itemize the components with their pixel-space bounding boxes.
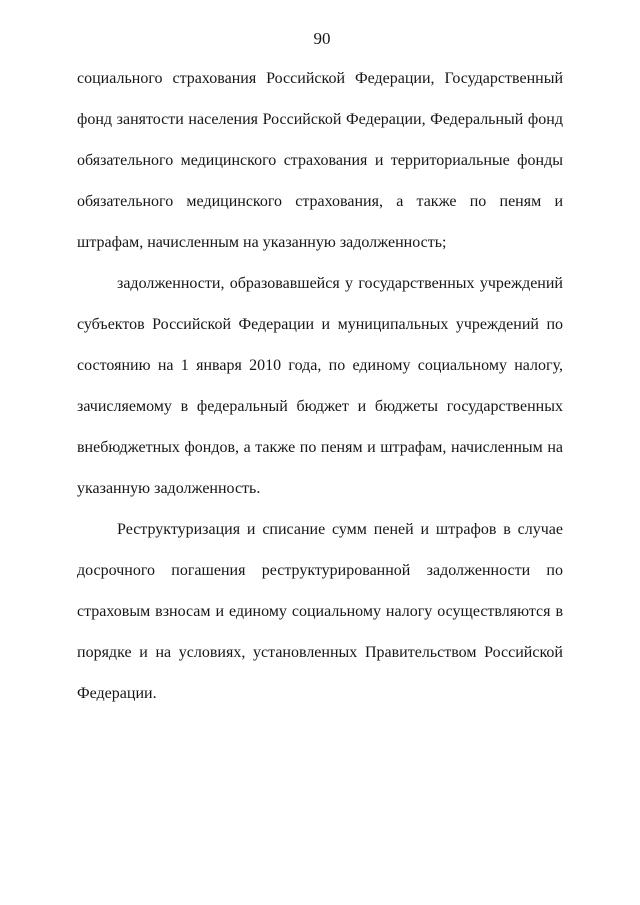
text-line: зачисляемому в федеральный бюджет и бюджеты государственных <box>77 398 563 415</box>
text-line: фонд занятости населения Российской Федерации, Федеральный фонд <box>77 111 563 128</box>
text-line: страховым взносам и единому социальному налогу осуществляются в <box>77 603 563 620</box>
paragraph <box>77 263 563 509</box>
text-line: досрочного погашения реструктурированной задолженности по <box>77 562 563 579</box>
paragraph <box>77 509 563 714</box>
text-line: штрафам, начисленным на указанную задолженность; <box>77 234 447 251</box>
paragraph <box>77 58 563 263</box>
text-line: Реструктуризация и списание сумм пеней и штрафов в случае <box>117 521 563 538</box>
text-line: субъектов Российской Федерации и муниципальных учреждений по <box>77 316 563 333</box>
text-line: обязательного медицинского страхования и территориальные фонды <box>77 152 563 169</box>
text-line: обязательного медицинского страхования, а также по пеням и <box>77 193 563 210</box>
page-number: 90 <box>313 29 331 48</box>
text-line: внебюджетных фондов, а также по пеням и штрафам, начисленным на <box>77 439 563 456</box>
text-line: Федерации. <box>77 685 157 702</box>
text-line: порядке и на условиях, установленных Правительством Российской <box>77 644 563 661</box>
text-line: социального страхования Российской Федерации, Государственный <box>77 70 563 87</box>
text-line: состоянию на 1 января 2010 года, по единому социальному налогу, <box>77 357 563 374</box>
text-line: задолженности, образовавшейся у государственных учреждений <box>117 275 563 292</box>
text-line: указанную задолженность. <box>77 480 261 497</box>
document-body <box>77 58 563 714</box>
